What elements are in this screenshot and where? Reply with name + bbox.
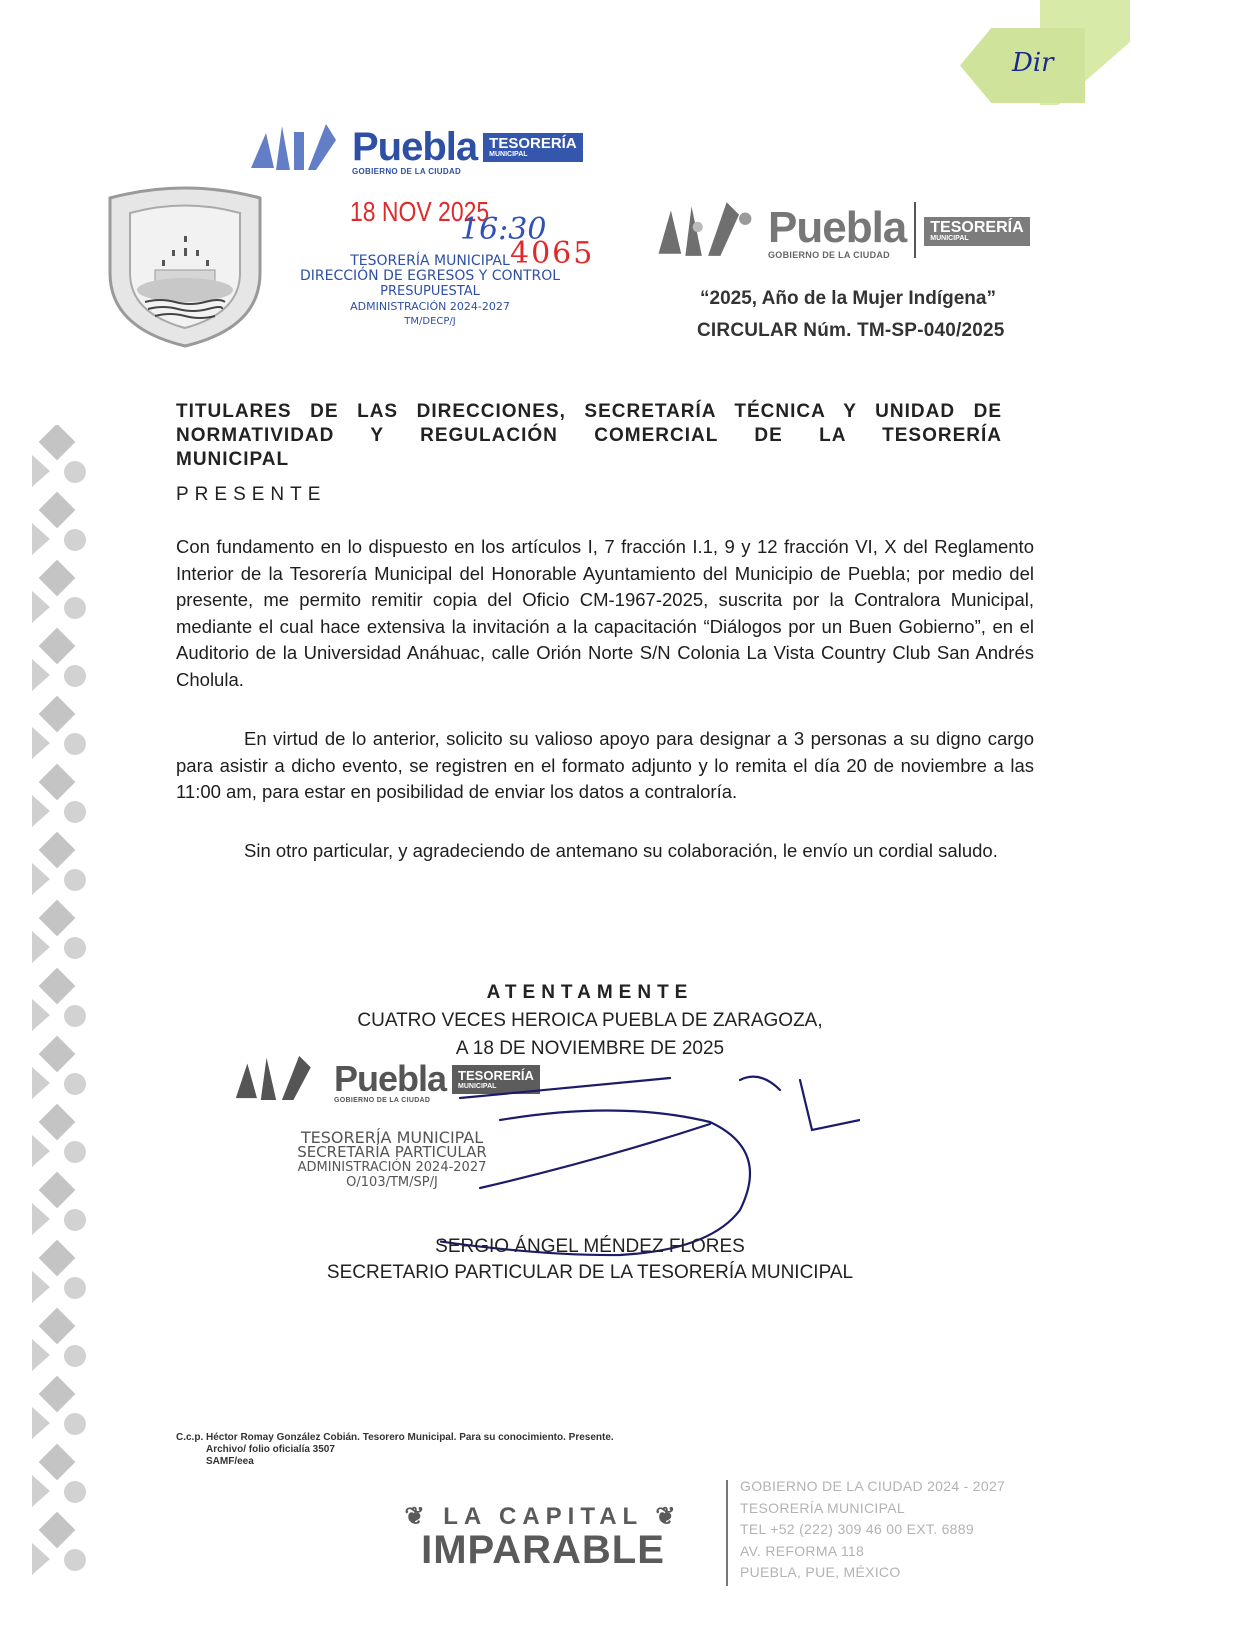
- signer-name: SERGIO ÁNGEL MÉNDEZ FLORES: [435, 1236, 745, 1257]
- ccp-block: C.c.p. Héctor Romay González Cobián. Tesorero Municipal. Para su conocimiento. Presente. Archivo/ folio oficialía 3507 SAMF/eea: [176, 1432, 614, 1467]
- year-motto: “2025, Año de la Mujer Indígena”: [700, 288, 996, 309]
- wing-right-icon: ❦: [642, 1503, 682, 1530]
- sticky-note: [960, 0, 1130, 110]
- puebla-figures-icon: [246, 118, 346, 176]
- tesoreria-box: TESORERÍA MUNICIPAL: [483, 133, 583, 162]
- footer-address: GOBIERNO DE LA CIUDAD 2024 - 2027 TESORERÍA MUNICIPAL TEL +52 (222) 309 46 00 EXT. 6889 AV. REFORMA 118 PUEBLA, PUE, MÉXICO: [740, 1478, 1006, 1580]
- puebla-figures-icon: [650, 196, 762, 260]
- city-coat-of-arms-icon: [100, 178, 270, 348]
- body-paragraph-1: Con fundamento en lo dispuesto en los artículos I, 7 fracción I.1, 9 y 12 fracción VI, X del Reglamento Interior de la Tesorería Municipal del Honorable Ayuntamiento del Municipio de Puebla; por medio del presente, me permito remitir copia del Oficio CM-1967-2025, suscrita por la Contralora Municipal, mediante el cual hace extensiva la invitación a la capacitación “Diálogos por un Buen Gobierno”, en el Auditorio de la Universidad Anáhuac, calle Orión Norte S/N Colonia La Vista Country Club San Andrés Cholula.: [176, 536, 1034, 690]
- recipient-block: TITULARES DE LAS DIRECCIONES, SECRETARÍA TÉCNICA Y UNIDAD DE NORMATIVIDAD Y REGULACIÓN COMERCIAL DE LA TESORERÍA MUNICIPAL: [176, 401, 1002, 470]
- closing-city: CUATRO VECES HEROICA PUEBLA DE ZARAGOZA,: [357, 1010, 823, 1031]
- received-stamp-text: TESORERÍA MUNICIPAL DIRECCIÓN DE EGRESOS Y CONTROL PRESUPUESTAL ADMINISTRACIÓN 2024-2027 TM/DECP/J: [300, 253, 561, 327]
- closing-date: A 18 DE NOVIEMBRE DE 2025: [455, 1038, 725, 1059]
- body-paragraph-2: En virtud de lo anterior, solicito su valioso apoyo para designar a 3 personas a su digno cargo para asistir a dicho evento, se registren en el formato adjunto y lo remita el día 20 de noviembre a las 11:00 am, para estar en posibilidad de enviar los datos a contraloría.: [176, 728, 1034, 802]
- signature-stamp: Puebla GOBIERNO DE LA CIUDAD TESORERÍA MUNICIPAL: [232, 1048, 540, 1104]
- tesoreria-box: TESORERÍA MUNICIPAL: [452, 1065, 540, 1094]
- signer-title: SECRETARIO PARTICULAR DE LA TESORERÍA MUNICIPAL: [326, 1262, 854, 1283]
- body-paragraph-3: Sin otro particular, y agradeciendo de antemano su colaboración, le envío un cordial saludo.: [244, 840, 998, 861]
- sticky-handwriting: Dir: [1012, 48, 1054, 78]
- received-date: 18 NOV 2025: [350, 196, 490, 227]
- tesoreria-box: TESORERÍA MUNICIPAL: [924, 217, 1029, 246]
- la-capital-imparable-logo: ❦ LA CAPITAL ❦ IMPARABLE: [404, 1503, 682, 1572]
- wing-left-icon: ❦: [404, 1503, 444, 1530]
- received-stamp: Puebla GOBIERNO DE LA CIUDAD TESORERÍA MUNICIPAL: [246, 118, 596, 176]
- presente-label: PRESENTE: [176, 484, 327, 505]
- signature-stamp-text: TESORERÍA MUNICIPAL SECRETARÍA PARTICULAR ADMINISTRACIÓN 2024-2027 O/103/TM/SP/J: [297, 1128, 487, 1190]
- folio-number: 4065: [510, 236, 595, 271]
- received-time-handwritten: 16:30: [460, 212, 547, 247]
- header-logo: Puebla GOBIERNO DE LA CIUDAD TESORERÍA MUNICIPAL: [650, 196, 1030, 260]
- decorative-border-strip: [30, 425, 90, 1595]
- closing-atentamente: ATENTAMENTE: [486, 982, 694, 1003]
- puebla-figures-icon: [232, 1048, 328, 1104]
- footer-divider: [726, 1480, 728, 1586]
- circular-number: CIRCULAR Núm. TM-SP-040/2025: [697, 320, 1005, 341]
